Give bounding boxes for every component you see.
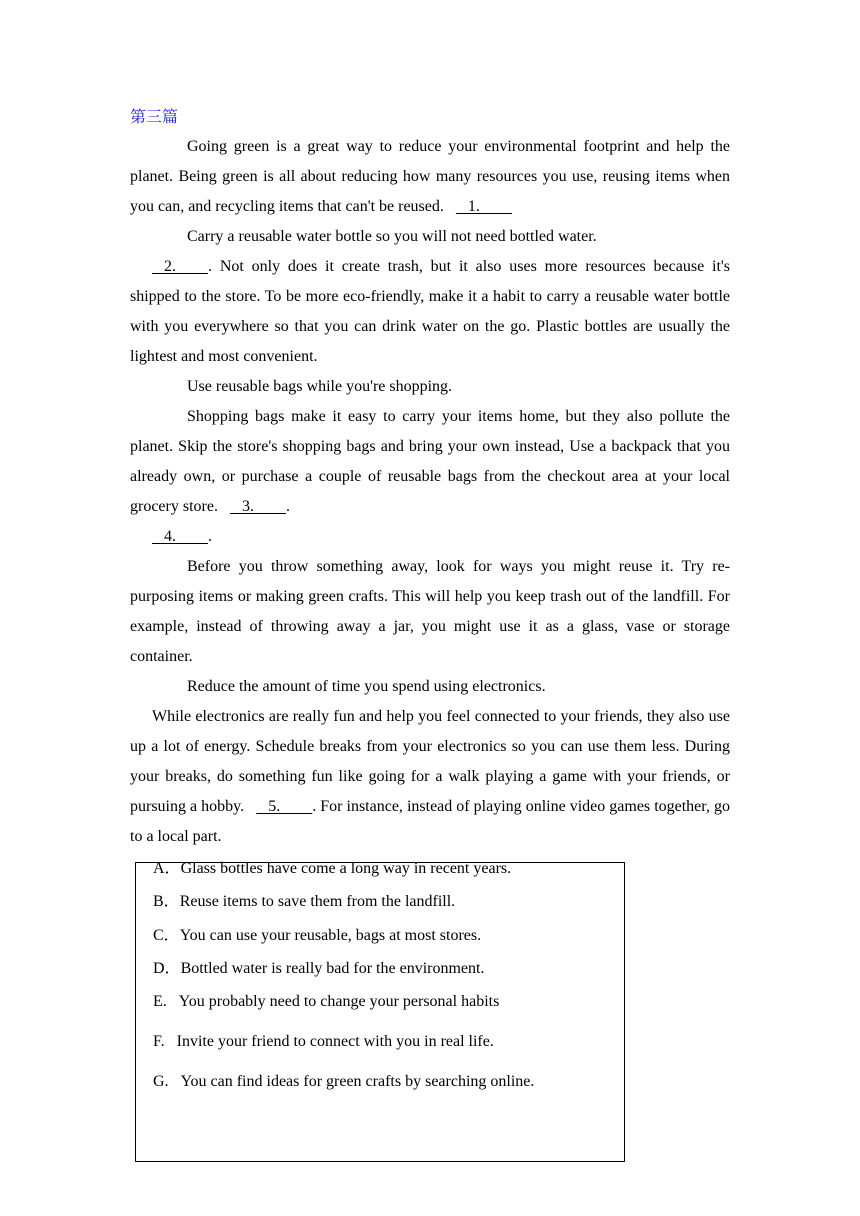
heading-electronics: Reduce the amount of time you spend using electronics. [187, 678, 546, 695]
option-text: You probably need to change your personal habits [178, 993, 500, 1010]
electronics-paragraph [130, 702, 730, 852]
option-letter: D． [153, 960, 181, 977]
option-d [153, 959, 484, 979]
intro-text: Going green is a great way to reduce your environmental footprint and help the planet. Being green is all about reducing how many resources you use, reusing items when you can, and recycling items that can't be reused. [130, 138, 730, 215]
blank-1[interactable]: 1. [455, 198, 512, 215]
bags-text: Shopping bags make it easy to carry your items home, but they also pollute the planet. Skip the store's shopping bags and bring your own instead, Use a backpack that you already own, or purchase a couple of reusable bags from the checkout area at your local grocery store. [130, 408, 730, 515]
blank-3-tail: . [285, 498, 290, 515]
option-f [153, 1032, 494, 1052]
option-a [153, 859, 511, 879]
document-body [130, 102, 730, 852]
electronics-tail: . For instance, instead of playing online video games together, go to a local part. [130, 798, 731, 845]
option-letter: B． [153, 893, 180, 910]
option-text: You can find ideas for green crafts by searching online. [180, 1073, 535, 1090]
option-c [153, 926, 481, 946]
option-text: You can use your reusable, bags at most stores. [179, 927, 482, 944]
blank-2[interactable]: 2. [152, 258, 208, 275]
bottle-text: . Not only does it create trash, but it also uses more resources because it's shipped to the store. To be more eco-friendly, make it a habit to carry a reusable water bottle with you everywhere so that you can drink water on the go. Plastic bottles are usually the lightest and most convenient. [130, 258, 730, 365]
intro-paragraph [130, 132, 730, 222]
blank-4-tail: . [208, 528, 212, 545]
bottle-paragraph [130, 252, 730, 372]
reuse-paragraph: Before you throw something away, look for ways you might reuse it. Try re-purposing items or making green crafts. This will help you keep trash out of the landfill. For example, instead of throwing away a jar, you might use it as a glass, vase or storage container. [130, 558, 730, 665]
options-box [135, 862, 625, 1162]
option-letter: E. [153, 993, 179, 1010]
section-title: 第三篇 [130, 107, 179, 126]
option-e [153, 992, 499, 1012]
heading-bottle: Carry a reusable water bottle so you will not need bottled water. [187, 228, 597, 245]
heading-bags: Use reusable bags while you're shopping. [187, 378, 453, 395]
option-letter: A． [153, 860, 181, 877]
electronics-text: While electronics are really fun and help you feel connected to your friends, they also use up a lot of energy. Schedule breaks from your electronics so you can use them less. During your breaks, do something fun like going for a walk playing a game with your friends, or pursuing a hobby. [130, 708, 730, 815]
option-letter: C． [153, 927, 180, 944]
option-letter: G. [153, 1073, 181, 1090]
blank-5[interactable]: 5. [256, 798, 313, 815]
blank-4[interactable]: 4. [152, 528, 208, 545]
option-b [153, 892, 455, 912]
option-text: Reuse items to save them from the landfill. [179, 893, 456, 910]
option-text: Invite your friend to connect with you in real life. [176, 1033, 494, 1050]
blank-3[interactable]: 3. [229, 498, 286, 515]
option-text: Bottled water is really bad for the environment. [180, 960, 485, 977]
bags-paragraph [130, 402, 730, 522]
option-g [153, 1072, 534, 1092]
option-letter: F. [153, 1033, 177, 1050]
option-text: Glass bottles have come a long way in recent years. [180, 860, 512, 877]
blank-4-line [130, 522, 730, 552]
